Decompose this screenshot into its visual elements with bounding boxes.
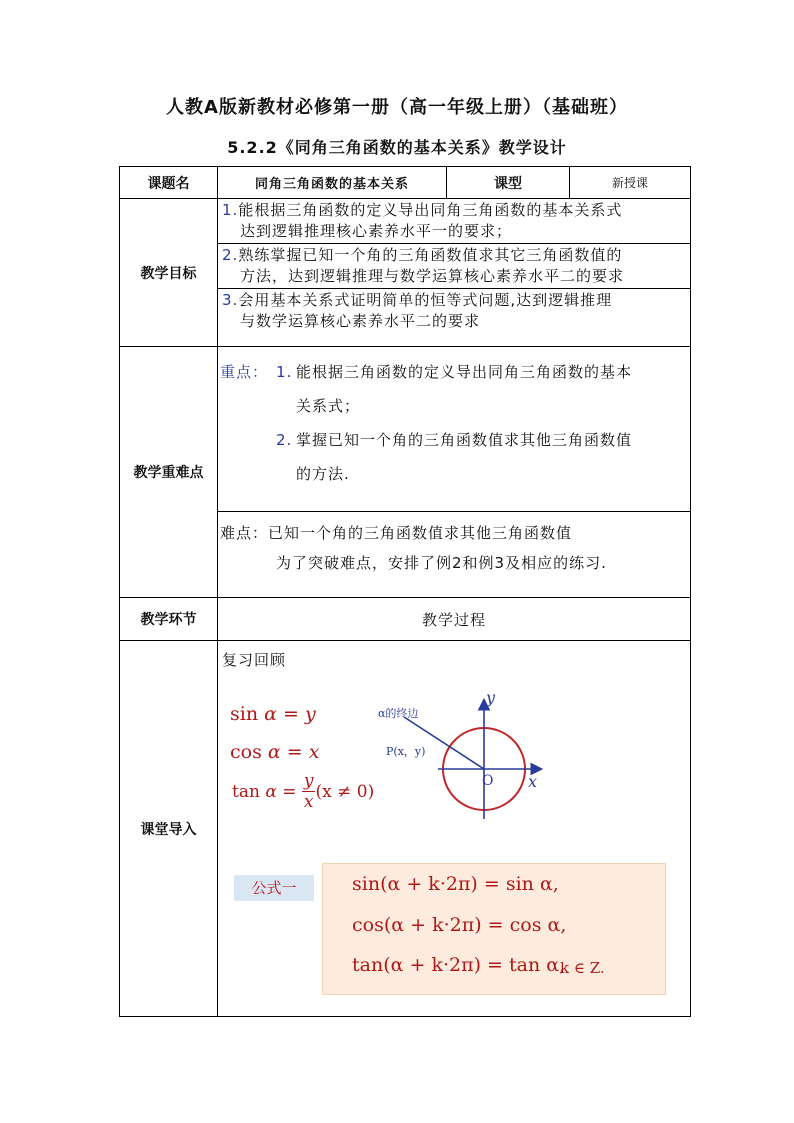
goal-text-cont: 方法，达到逻辑推理与数学运算核心素养水平二的要求	[240, 267, 625, 285]
tan-formula	[232, 771, 374, 812]
key-text: 掌握已知一个角的三角函数值求其他三角函数值	[296, 431, 633, 449]
goal-item-2	[218, 244, 690, 289]
func-name: cos	[230, 741, 262, 763]
func-name: tan	[232, 781, 260, 802]
formula-tan: tan(α + k·2π) = tan α,	[352, 954, 566, 976]
sin-formula	[230, 703, 316, 725]
x-axis-label: x	[528, 772, 538, 791]
goal-text: 熟练掌握已知一个角的三角函数值求其它三角函数值的	[238, 246, 623, 264]
tan-condition: (x ≠ 0)	[315, 781, 375, 802]
denominator-x: x	[303, 792, 314, 812]
point-label: P(x，y)	[386, 745, 426, 758]
formula-list	[322, 863, 664, 993]
process-heading: 教学过程	[218, 598, 691, 641]
formula-cos: cos(α + k·2π) = cos α,	[352, 914, 567, 936]
label-intro: 课堂导入	[120, 641, 218, 1017]
label-keypoints: 教学重难点	[120, 347, 218, 598]
topic-row	[120, 167, 691, 199]
goal-num: 3.	[222, 291, 239, 309]
document-subtitle: 5.2.2《同角三角函数的基本关系》教学设计	[227, 138, 567, 157]
label-goals: 教学目标	[120, 199, 218, 347]
alpha-symbol: α	[265, 781, 277, 802]
key-text-cont: 的方法.	[296, 465, 350, 483]
goal-item-1	[218, 199, 690, 244]
y-axis-label: y	[486, 689, 496, 707]
review-heading: 复习回顾	[222, 651, 287, 669]
key-prefix: 重点：	[220, 363, 269, 381]
label-section: 教学环节	[120, 598, 218, 641]
goal-num: 2.	[222, 246, 239, 264]
formula-badge: 公式一	[234, 875, 314, 901]
label-type: 课型	[447, 167, 570, 199]
section-row	[120, 598, 691, 641]
label-topic: 课题名	[120, 167, 218, 199]
origin-label: O	[482, 773, 494, 789]
k-condition: k ∈ Z.	[560, 959, 605, 977]
goals-row	[120, 199, 691, 347]
alpha-symbol: α	[267, 741, 281, 763]
fraction	[302, 771, 316, 812]
type-value: 新授课	[570, 167, 691, 199]
numerator-y: y	[303, 771, 314, 791]
cos-formula	[230, 741, 319, 763]
func-name: sin	[230, 703, 259, 725]
formula-sin: sin(α + k·2π) = sin α,	[352, 873, 559, 895]
goal-text: 会用基本关系式证明简单的恒等式问题,达到逻辑推理	[238, 291, 613, 309]
goal-text-cont: 达到逻辑推理核心素养水平一的要求；	[240, 222, 513, 240]
keypoints-row	[120, 347, 691, 598]
equals: =	[282, 781, 297, 802]
unit-circle-diagram	[378, 689, 578, 829]
goal-text-cont: 与数学运算核心素养水平二的要求	[240, 312, 481, 330]
difficulty	[218, 512, 690, 596]
var-x: x	[308, 741, 320, 763]
intro-row	[120, 641, 691, 1017]
key-text-cont: 关系式；	[296, 397, 361, 415]
alpha-symbol: α	[264, 703, 277, 725]
key-points	[218, 347, 690, 512]
key-num: 1.	[276, 363, 293, 381]
difficulty-text: 难点：已知一个角的三角函数值求其他三角函数值	[220, 524, 573, 542]
topic-value: 同角三角函数的基本关系	[218, 167, 447, 199]
lesson-plan-table	[119, 166, 691, 1017]
intro-content	[218, 641, 690, 1016]
goal-num: 1.	[222, 201, 239, 219]
goal-item-3	[218, 289, 690, 333]
equals: =	[283, 703, 299, 725]
var-y: y	[304, 703, 316, 725]
goal-text: 能根据三角函数的定义导出同角三角函数的基本关系式	[238, 201, 623, 219]
equals: =	[286, 741, 303, 763]
key-text: 能根据三角函数的定义导出同角三角函数的基本	[296, 363, 633, 381]
key-num: 2.	[276, 431, 293, 449]
document-title: 人教A版新教材必修第一册（高一年级上册）（基础班）	[166, 97, 628, 118]
difficulty-note: 为了突破难点，安排了例2和例3及相应的练习.	[276, 554, 607, 572]
terminal-side-label: α的终边	[378, 707, 419, 720]
